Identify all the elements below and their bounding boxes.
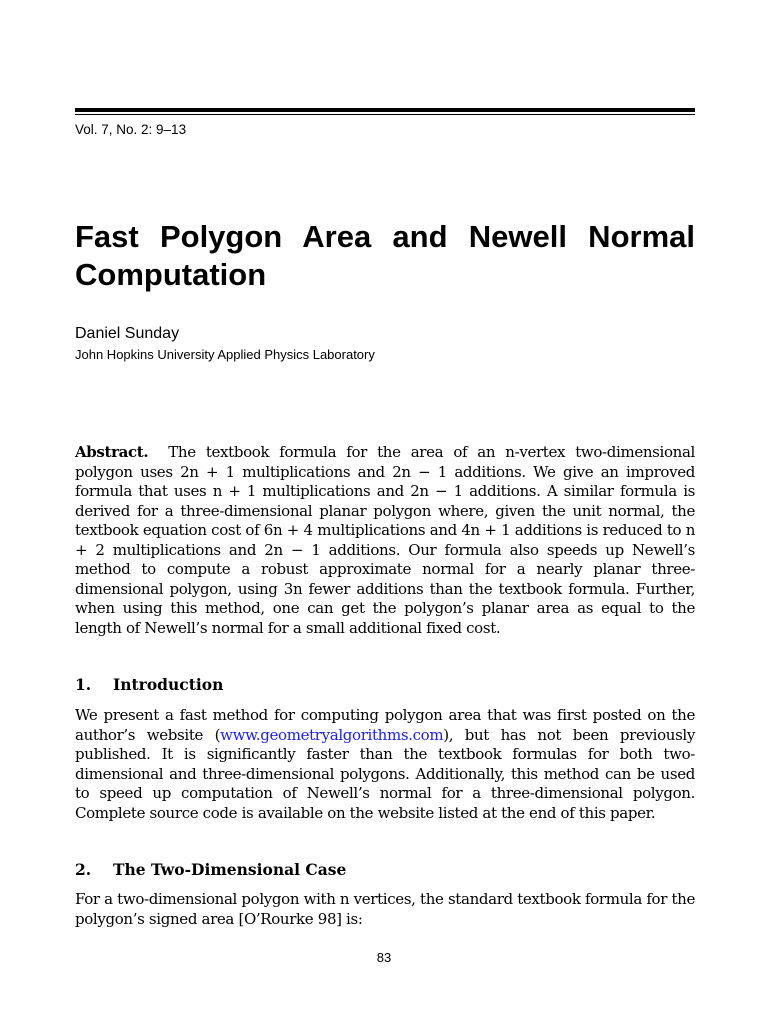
website-link[interactable]: www.geometryalgorithms.com: [220, 725, 444, 744]
intro-text-start: We present a fast method for computing polygon area that was first posted on the author’s website (: [75, 706, 695, 744]
section-title: The Two-Dimensional Case: [113, 860, 347, 879]
abstract-label: Abstract.: [75, 443, 149, 461]
intro-text-end: ), but has not been previously published. It is significantly faster than the textbook formulas for both two-dimensional and three-dimensional polygons. Additionally, this method can be used to speed up computation of Newell’s normal for a three-dimensional polygon. Complete source code is available on the website listed at the end of this paper.: [75, 725, 696, 822]
abstract-text: The textbook formula for the area of an n-vertex two-dimensional polygon uses 2n + 1 multiplications and 2n − 1 additions. We give an improved formula that uses n + 1 multiplications and 2n − 1 additions. A similar formula is derived for a three-dimensional planar polygon where, given the unit normal, the textbook equation cost of 6n + 4 multiplications and 4n + 1 additions is reduced to n + 2 multiplications and 2n − 1 additions. Our formula also speeds up Newell’s method to compute a robust approximate normal for a nearly planar three-dimensional polygon, using 3n fewer additions than the textbook formula. Further, when using this method, one can get the polygon’s planar area as equal to the length of Newell’s normal for a small additional fixed cost.: [75, 443, 695, 637]
author-affiliation: John Hopkins University Applied Physics Laboratory: [75, 347, 375, 362]
section-heading-two-dimensional: [75, 860, 346, 879]
section-number: 1.: [75, 675, 92, 694]
introduction-paragraph: [75, 706, 695, 823]
section-number: 2.: [75, 860, 92, 879]
header-rule-thick: [75, 108, 695, 112]
volume-info: Vol. 7, No. 2: 9–13: [75, 122, 187, 137]
section-title: Introduction: [113, 675, 224, 694]
section-heading-introduction: [75, 675, 223, 694]
page-number: 83: [376, 950, 392, 965]
abstract: [75, 443, 695, 638]
paper-title: Fast Polygon Area and Newell Normal Computation: [75, 219, 695, 292]
two-dimensional-paragraph: For a two-dimensional polygon with n vertices, the standard textbook formula for the polygon’s signed area [O’Rourke 98] is:: [75, 890, 695, 928]
header-rule-thin: [75, 114, 695, 115]
author-name: Daniel Sunday: [75, 325, 180, 342]
